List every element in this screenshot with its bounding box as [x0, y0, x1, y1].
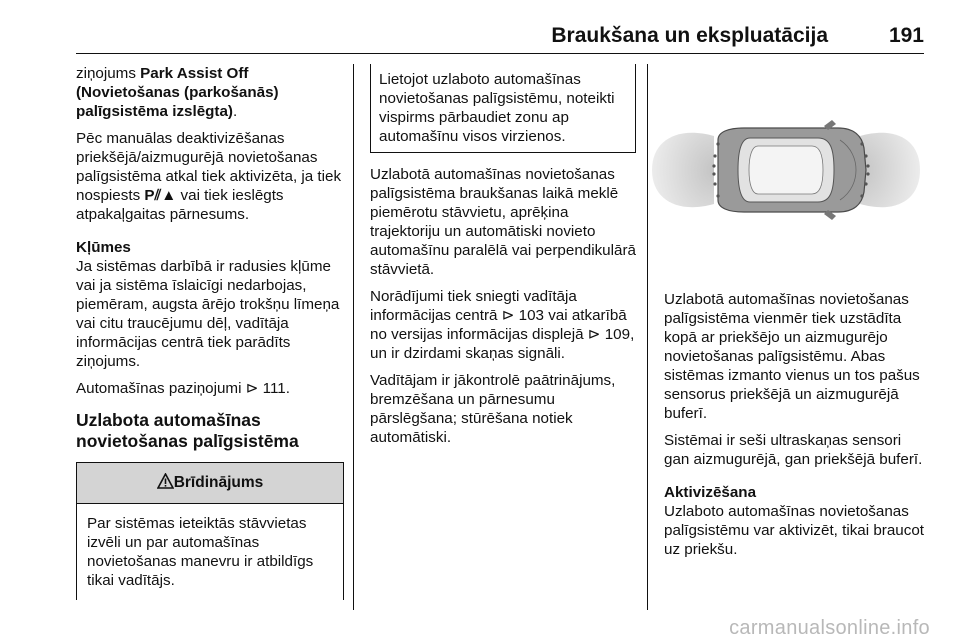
middle-paragraph-3: Vadītājam ir jākontrolē paātrinājums, bremzēšana un pārnesumu pārslēgšana; stūrēšana notiek automātiski.: [370, 372, 616, 446]
section-title: Uzlabota automašīnas novietošanas palīgsistēma: [76, 410, 299, 451]
text: Norādījumi tiek sniegti vadītāja informācijas centrā: [370, 288, 577, 324]
text: Automašīnas paziņojumi: [76, 380, 246, 397]
warning-title: Brīdinājums: [173, 474, 264, 491]
text: Pēc manuālas deaktivizēšanas priekšējā/aizmugurējā novietošanas palīgsistēma atkal tiek aktivizēta, ja tiek nospiests: [76, 130, 342, 204]
text: .: [233, 103, 238, 120]
paragraph-reactivation: [76, 129, 344, 224]
text: .: [285, 380, 290, 397]
middle-column: [370, 64, 636, 455]
messages-paragraph: [76, 379, 344, 398]
left-column: [76, 64, 344, 600]
warning-triangle-icon: [157, 473, 174, 489]
page-ref-link[interactable]: ⊳ 111: [245, 380, 286, 397]
faults-text: Ja sistēmas darbībā ir radusies kļūme vai ja sistēma īslaicīgi nedarbojas, piemēram, augsta ārējo trokšņu līmeņa vai citu traucējumu dēļ, vadītāja informācijas centrā tiek parādīts ziņojums.: [76, 258, 340, 370]
warning-text: Par sistēmas ieteiktās stāvvietas izvēli un par automašīnas novietošanas manevru ir atbildīgs tikai vadītājs.: [87, 515, 314, 589]
header-title: Braukšana un ekspluatācija: [551, 24, 828, 47]
middle-paragraph-1: Uzlabotā automašīnas novietošanas palīgsistēma braukšanas laikā meklē piemērotu stāvvietu, aprēķina trajektoriju un automātiski novieto automašīnu paralēlā vai perpendikulārā stāvvietā.: [370, 166, 636, 278]
column-divider-1: [353, 64, 354, 610]
page-header: [76, 0, 924, 54]
page-number: 191: [888, 24, 924, 47]
bold-message: Park Assist Off (Novietošanas (parkošanās) palīgsistēma izslēgta): [76, 65, 279, 120]
page-ref-link[interactable]: ⊳ 103: [501, 307, 544, 324]
note-box: Lietojot uzlaboto automašīnas novietošanas palīgsistēmu, noteikti vispirms pārbaudiet zonu ap automašīnu visos virzienos.: [370, 64, 636, 153]
car-sensor-zones-illustration: [648, 64, 924, 276]
activation-text: Uzlaboto automašīnas novietošanas palīgsistēmu var aktivizēt, tikai braucot uz priekšu.: [664, 503, 924, 558]
right-paragraph-2: Sistēmai ir seši ultraskaņas sensori gan aizmugurējā, gan priekšējā buferī.: [664, 432, 923, 468]
right-paragraph-1: Uzlabotā automašīnas novietošanas palīgsistēma vienmēr tiek uzstādīta kopā ar priekšējo un aizmugurējo novietošanas palīgsistēmu. Abas sistēmas izmanto vienus un tos pašus sensorus priekšējā un aizmugurējā buferī.: [664, 291, 920, 422]
middle-paragraph-2: [370, 287, 636, 363]
text: , un ir dzirdami skaņas signāli.: [370, 326, 635, 362]
text: vai atkarībā no versijas informācijas displejā: [370, 307, 627, 343]
page-ref-link[interactable]: ⊳ 109: [587, 326, 631, 343]
park-assist-icon: P⫽▲: [144, 187, 177, 204]
watermark: carmanualsonline.info: [729, 617, 930, 639]
faults-heading: Kļūmes: [76, 239, 131, 256]
paragraph-park-assist-off: [76, 64, 344, 121]
warning-header: [77, 462, 343, 504]
activation-heading: Aktivizēšana: [664, 484, 757, 501]
text: vai tiek ieslēgts atpakaļgaitas pārnesums.: [76, 187, 284, 223]
warning-box: [76, 462, 344, 600]
right-column: [664, 290, 926, 567]
text: ziņojums: [76, 65, 141, 82]
